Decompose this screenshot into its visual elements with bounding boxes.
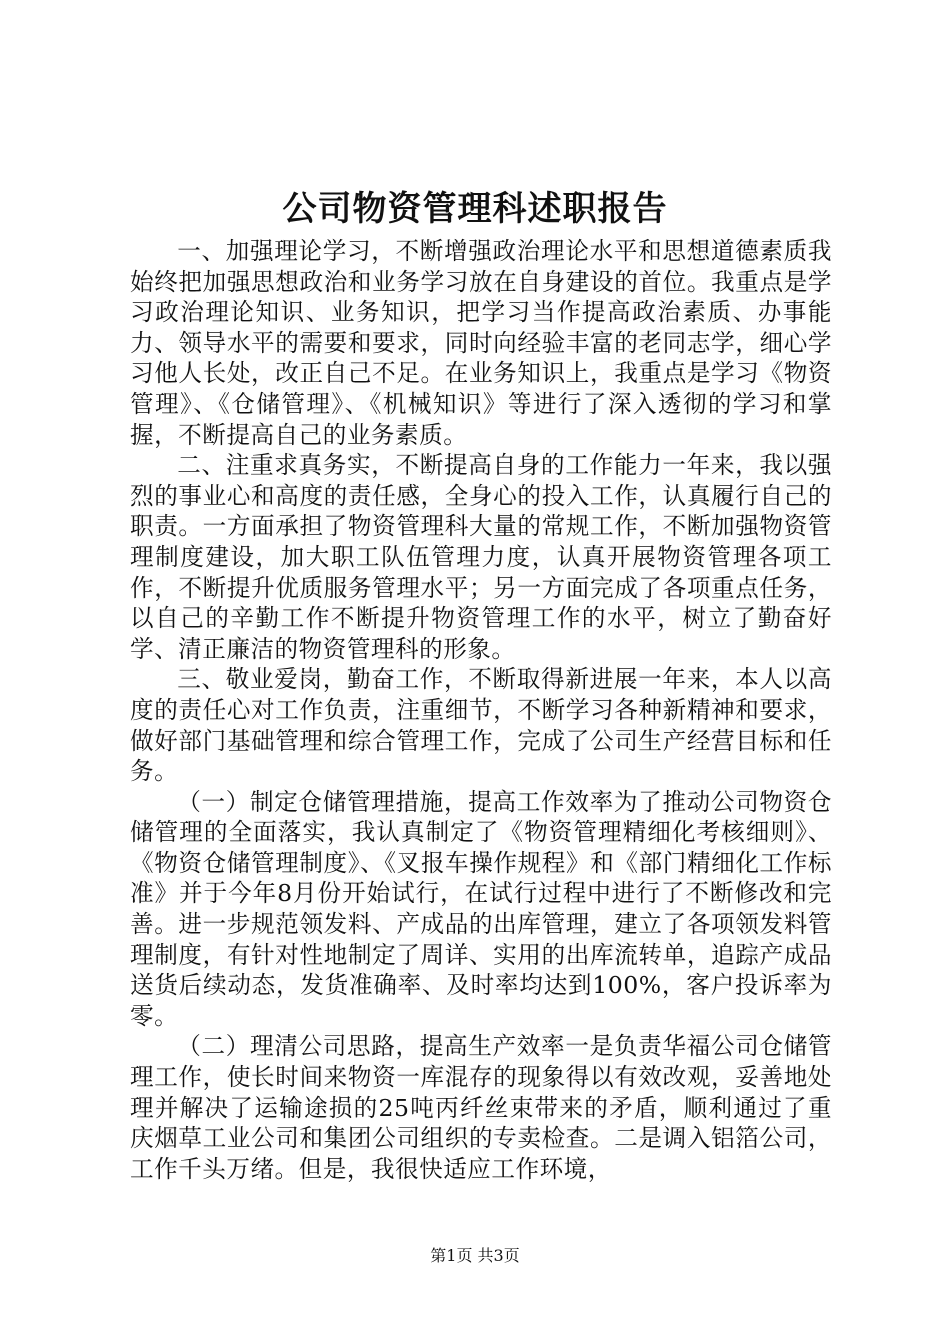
paragraph-4: （一）制定仓储管理措施，提高工作效率为了推动公司物资仓储管理的全面落实，我认真制定了《物资管理精细化考核细则》、《物资仓储管理制度》、《叉报车操作规程》和《部门精细化工作标准》并于今年8月份开始试行，在试行过程中进行了不断修改和完善。进一步规范领发料、产成品的出库管理，建立了各项领发料管理制度，有针对性地制定了周详、实用的出库流转单，追踪产成品送货后续动态，发货准确率、及时率均达到100%，客户投诉率为零。 — [130, 787, 832, 1030]
page-footer: 第1页 共3页 — [430, 1246, 520, 1265]
paragraph-1: 一、加强理论学习，不断增强政治理论水平和思想道德素质我始终把加强思想政治和业务学习放在自身建设的首位。我重点是学习政治理论知识、业务知识，把学习当作提高政治素质、办事能力、领导水平的需要和要求，同时向经验丰富的老同志学，细心学习他人长处，改正自己不足。在业务知识上，我重点是学习《物资管理》、《仓储管理》、《机械知识》等进行了深入透彻的学习和掌握，不断提高自己的业务素质。 — [130, 237, 832, 449]
paragraph-3: 三、敬业爱岗，勤奋工作，不断取得新进展一年来，本人以高度的责任心对工作负责，注重细节，不断学习各种新精神和要求，做好部门基础管理和综合管理工作，完成了公司生产经营目标和任务。 — [130, 665, 832, 786]
paragraph-5: （二）理清公司思路，提高生产效率一是负责华福公司仓储管理工作，使长时间来物资一库混存的现象得以有效改观，妥善地处理并解决了运输途损的25吨丙纤丝束带来的矛盾，顺利通过了重庆烟草工业公司和集团公司组织的专卖检查。二是调入铝箔公司，工作千头万绪。但是，我很快适应工作环境， — [130, 1032, 832, 1183]
document-title: 公司物资管理科述职报告 — [282, 189, 668, 229]
paragraph-2: 二、注重求真务实，不断提高自身的工作能力一年来，我以强烈的事业心和高度的责任感，全身心的投入工作，认真履行自己的职责。一方面承担了物资管理科大量的常规工作，不断加强物资管理制度建设，加大职工队伍管理力度，认真开展物资管理各项工作，不断提升优质服务管理水平；另一方面完成了各项重点任务，以自己的辛勤工作不断提升物资管理工作的水平，树立了勤奋好学、清正廉洁的物资管理科的形象。 — [130, 451, 832, 663]
document-body — [130, 236, 832, 1184]
